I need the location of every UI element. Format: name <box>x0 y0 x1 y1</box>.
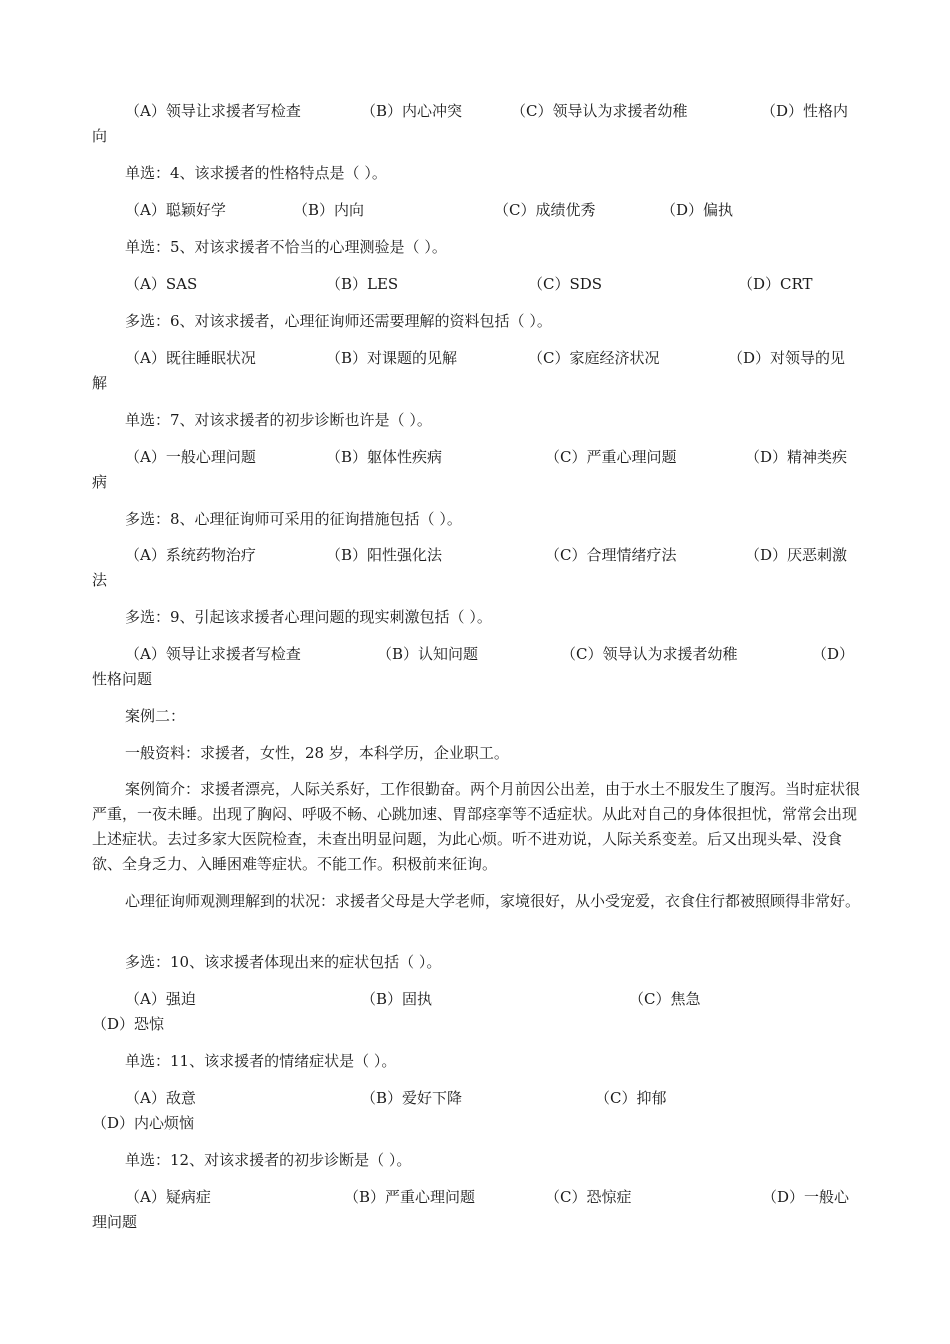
q3-option-d: （D）性格内 <box>761 102 849 120</box>
q11-option-d: （D）内心烦恼 <box>92 1114 195 1132</box>
q8-option-c: （C）合理情绪疗法 <box>545 546 677 564</box>
q8-option-b: （B）阳性强化法 <box>326 546 443 564</box>
q5-option-b: （B）LES <box>326 275 399 293</box>
question-6: 多选：6、对该求援者，心理征询师还需要理解的资料包括（ ）。 <box>125 312 552 330</box>
question-12: 单选：12、对该求援者的初步诊断是（ ）。 <box>125 1151 412 1169</box>
q10-option-c: （C）焦急 <box>629 990 701 1008</box>
q12-option-a: （A）疑病症 <box>125 1188 211 1206</box>
q9-option-a: （A）领导让求援者写检查 <box>125 645 301 663</box>
q12-option-d-wrap: 理问题 <box>92 1213 138 1231</box>
q3-option-a: （A）领导让求援者写检查 <box>125 102 301 120</box>
q5-option-a: （A）SAS <box>125 275 198 293</box>
q3-option-c: （C）领导认为求援者幼稚 <box>511 102 688 120</box>
question-7: 单选：7、对该求援者的初步诊断也许是（ ）。 <box>125 411 432 429</box>
q11-option-b: （B）爱好下降 <box>361 1089 463 1107</box>
question-11: 单选：11、该求援者的情绪症状是（ ）。 <box>125 1052 397 1070</box>
q8-option-d-wrap: 法 <box>92 571 108 589</box>
q9-option-c: （C）领导认为求援者幼稚 <box>561 645 738 663</box>
q11-option-a: （A）敌意 <box>125 1089 196 1107</box>
q5-option-c: （C）SDS <box>528 275 603 293</box>
q12-option-b: （B）严重心理问题 <box>344 1188 476 1206</box>
q4-option-c: （C）成绩优秀 <box>494 201 596 219</box>
q10-option-a: （A）强迫 <box>125 990 196 1008</box>
q9-option-d-wrap: 性格问题 <box>92 670 153 688</box>
q8-option-a: （A）系统药物治疗 <box>125 546 256 564</box>
q11-option-c: （C）抑郁 <box>595 1089 667 1107</box>
q12-option-d: （D）一般心 <box>762 1188 850 1206</box>
q6-option-d-wrap: 解 <box>92 374 108 392</box>
q4-option-b: （B）内向 <box>293 201 365 219</box>
case-observation: 心理征询师观测理解到的状况：求援者父母是大学老师，家境很好，从小受宠爱，衣食住行都被照顾得非常好。 <box>125 892 861 910</box>
case-intro: 案例简介：求援者漂亮，人际关系好，工作很勤奋。两个月前因公出差，由于水土不服发生了腹泻。当时症状很严重，一夜未睡。出现了胸闷、呼吸不畅、心跳加速、胃部痉挛等不适症状。从此对自己的身体很担忧，常常会出现上述症状。去过多家大医院检查，未查出明显问题，为此心烦。听不进劝说，人际关系变差。后又出现头晕、没食欲、全身乏力、入睡困难等症状。不能工作。积极前来征询。 <box>92 780 861 873</box>
question-10: 多选：10、该求援者体现出来的症状包括（ ）。 <box>125 953 442 971</box>
q9-option-d: （D） <box>812 645 855 663</box>
q5-option-d: （D）CRT <box>738 275 813 293</box>
case-general-info: 一般资料：求援者，女性，28 岁，本科学历，企业职工。 <box>125 744 509 762</box>
q4-option-a: （A）聪颖好学 <box>125 201 226 219</box>
q12-option-c: （C）恐惊症 <box>545 1188 632 1206</box>
q7-option-c: （C）严重心理问题 <box>545 448 677 466</box>
q9-option-b: （B）认知问题 <box>377 645 479 663</box>
question-8: 多选：8、心理征询师可采用的征询措施包括（ ）。 <box>125 510 462 528</box>
q7-option-d: （D）精神类疾 <box>745 448 848 466</box>
case-heading: 案例二： <box>125 707 186 725</box>
q10-option-b: （B）固执 <box>361 990 433 1008</box>
q3-option-d-wrap: 向 <box>92 127 108 145</box>
q7-option-a: （A）一般心理问题 <box>125 448 256 466</box>
q4-option-d: （D）偏执 <box>661 201 734 219</box>
q6-option-d: （D）对领导的见 <box>728 349 846 367</box>
q10-option-d: （D）恐惊 <box>92 1015 165 1033</box>
question-9: 多选：9、引起该求援者心理问题的现实刺激包括（ ）。 <box>125 608 492 626</box>
q6-option-a: （A）既往睡眠状况 <box>125 349 256 367</box>
q8-option-d: （D）厌恶刺激 <box>745 546 848 564</box>
question-5: 单选：5、对该求援者不恰当的心理测验是（ ）。 <box>125 238 447 256</box>
q6-option-c: （C）家庭经济状况 <box>528 349 660 367</box>
q7-option-b: （B）躯体性疾病 <box>326 448 443 466</box>
q7-option-d-wrap: 病 <box>92 473 108 491</box>
question-4: 单选：4、该求援者的性格特点是（ ）。 <box>125 164 387 182</box>
q3-option-b: （B）内心冲突 <box>361 102 463 120</box>
q6-option-b: （B）对课题的见解 <box>326 349 458 367</box>
